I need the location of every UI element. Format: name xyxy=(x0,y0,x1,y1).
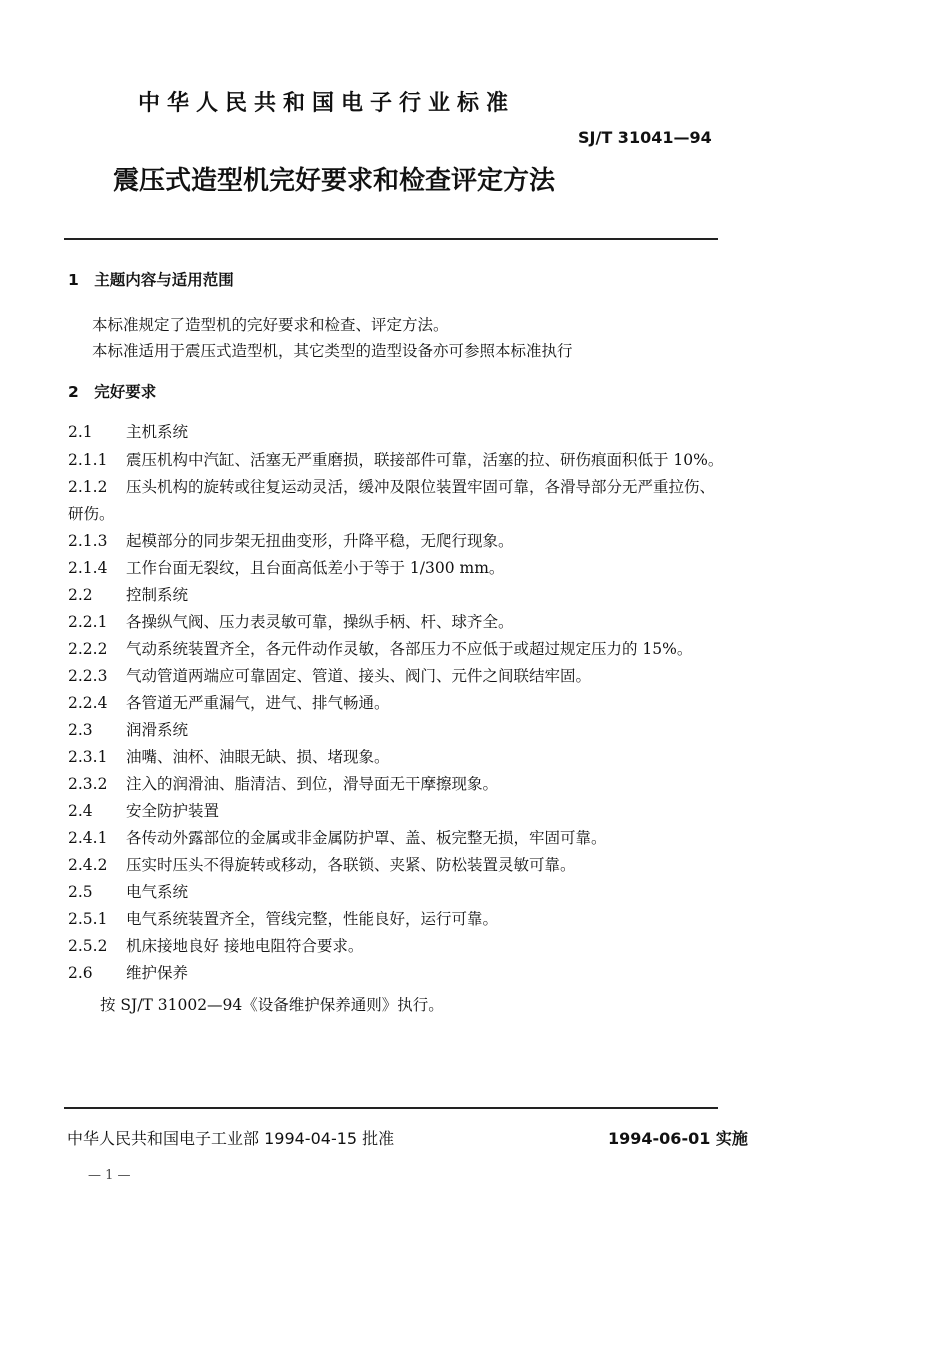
clause-number: 2.2.2 xyxy=(68,640,108,658)
clause-2-2-1 xyxy=(68,610,514,632)
clause-number: 2.4.2 xyxy=(68,856,108,874)
section-1-line: 本标准适用于震压式造型机，其它类型的造型设备亦可参照本标准执行 xyxy=(92,342,573,360)
clause-2-2 xyxy=(68,583,188,605)
issuing-body-heading: 中华人民共和国电子行业标准 xyxy=(138,91,516,116)
clause-continuation xyxy=(68,502,115,524)
section-2-heading: 2 完好要求 xyxy=(68,383,157,401)
bottom-divider xyxy=(64,1107,718,1109)
clause-text: 油嘴、油杯、油眼无缺、损、堵现象。 xyxy=(126,748,390,766)
clause-number: 2.5.1 xyxy=(68,910,108,928)
clause-text: 主机系统 xyxy=(126,423,189,441)
clause-number: 2.1.1 xyxy=(68,451,108,469)
clause-number: 2.5 xyxy=(68,883,93,901)
clause-2-1-2 xyxy=(68,475,715,497)
clause-text: 震压机构中汽缸、活塞无严重磨损，联接部件可靠，活塞的拉、研伤痕面积低于 10%。 xyxy=(126,451,724,469)
clause-2-2-4 xyxy=(68,691,390,713)
approval-line: 中华人民共和国电子工业部 1994-04-15 批准 xyxy=(67,1129,395,1148)
clause-text: 工作台面无裂纹，且台面高低差小于等于 1/300 mm。 xyxy=(126,559,505,577)
clause-2-6 xyxy=(68,961,188,983)
clause-text: 各传动外露部位的金属或非金属防护罩、盖、板完整无损，牢固可靠。 xyxy=(126,829,607,847)
clause-2-4 xyxy=(68,799,219,821)
clause-2-5-1 xyxy=(68,907,498,929)
clause-number: 2.1 xyxy=(68,423,93,441)
clause-2-5 xyxy=(68,880,188,902)
maintenance-reference: 按 SJ/T 31002—94《设备维护保养通则》执行。 xyxy=(100,996,444,1014)
section-1-line: 本标准规定了造型机的完好要求和检查、评定方法。 xyxy=(92,316,449,334)
clause-number: 2.1.3 xyxy=(68,532,108,550)
clause-text: 气动管道两端应可靠固定、管道、接头、阀门、元件之间联结牢固。 xyxy=(126,667,592,685)
clause-2-3 xyxy=(68,718,188,740)
clause-2-1-4 xyxy=(68,556,504,578)
clause-text: 各管道无严重漏气，进气、排气畅通。 xyxy=(126,694,390,712)
clause-number: 2.2.3 xyxy=(68,667,108,685)
section-1-heading: 1 主题内容与适用范围 xyxy=(68,271,234,289)
clause-number: 2.1.2 xyxy=(68,478,108,496)
clause-2-5-2 xyxy=(68,934,363,956)
clause-text: 压实时压头不得旋转或移动，各联锁、夹紧、防松装置灵敏可靠。 xyxy=(126,856,576,874)
clause-2-4-1 xyxy=(68,826,607,848)
clause-2-4-2 xyxy=(68,853,576,875)
clause-text: 机床接地良好 接地电阻符合要求。 xyxy=(126,937,364,955)
clause-number: 2.2.4 xyxy=(68,694,108,712)
clause-2-3-1 xyxy=(68,745,390,767)
clause-text: 控制系统 xyxy=(126,586,189,604)
clause-number: 2.3.1 xyxy=(68,748,108,766)
clause-text: 气动系统装置齐全，各元件动作灵敏，各部压力不应低于或超过规定压力的 15%。 xyxy=(126,640,693,658)
clause-text: 电气系统 xyxy=(126,883,189,901)
clause-number: 2.4.1 xyxy=(68,829,108,847)
clause-number: 2.3 xyxy=(68,721,93,739)
clause-number: 2.5.2 xyxy=(68,937,108,955)
clause-text: 注入的润滑油、脂清洁、到位，滑导面无干摩擦现象。 xyxy=(126,775,499,793)
effective-date: 1994-06-01 实施 xyxy=(608,1129,748,1148)
clause-number: 2.2 xyxy=(68,586,93,604)
clause-2-1-3 xyxy=(68,529,514,551)
clause-text: 电气系统装置齐全，管线完整，性能良好，运行可靠。 xyxy=(126,910,499,928)
clause-number: 2.3.2 xyxy=(68,775,108,793)
clause-number: 2.4 xyxy=(68,802,93,820)
clause-number: 2.1.4 xyxy=(68,559,108,577)
document-title: 震压式造型机完好要求和检查评定方法 xyxy=(113,166,556,196)
clause-text: 起模部分的同步架无扭曲变形，升降平稳，无爬行现象。 xyxy=(126,532,514,550)
clause-2-2-3 xyxy=(68,664,591,686)
clause-text: 各操纵气阀、压力表灵敏可靠，操纵手柄、杆、球齐全。 xyxy=(126,613,514,631)
top-divider xyxy=(64,238,718,240)
clause-2-3-2 xyxy=(68,772,498,794)
clause-number: 2.6 xyxy=(68,964,93,982)
clause-2-2-2 xyxy=(68,637,692,659)
clause-number: 2.2.1 xyxy=(68,613,108,631)
clause-text: 维护保养 xyxy=(126,964,189,982)
clause-text: 压头机构的旋转或往复运动灵活，缓冲及限位装置牢固可靠，各滑导部分无严重拉伤、 xyxy=(126,478,716,496)
clause-text: 润滑系统 xyxy=(126,721,189,739)
clause-2-1-1 xyxy=(68,448,723,470)
clause-2-1 xyxy=(68,420,188,442)
clause-text: 研伤。 xyxy=(68,505,115,523)
page-number: — 1 — xyxy=(88,1168,131,1183)
standard-code: SJ/T 31041—94 xyxy=(578,128,712,147)
clause-text: 安全防护装置 xyxy=(126,802,220,820)
